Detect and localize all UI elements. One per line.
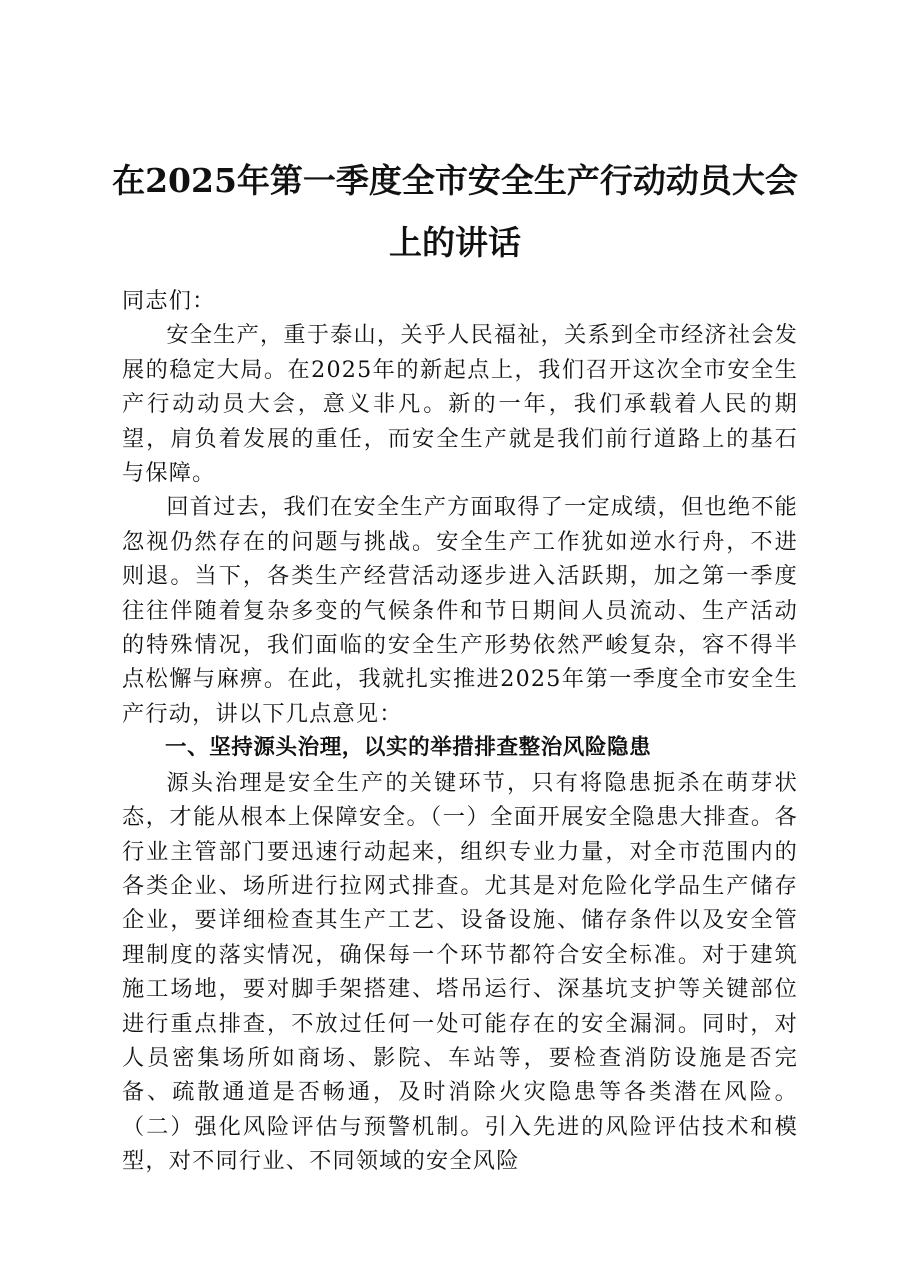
document-body [122,284,798,1179]
document-title: 在2025年第一季度全市安全生产行动动员大会上的讲话 [112,161,798,262]
section-heading: 一、坚持源头治理，以实的举措排查整治风险隐患 [165,735,652,761]
salutation: 同志们： [122,288,216,314]
paragraph-2: 回首过去，我们在安全生产方面取得了一定成绩，但也绝不能忽视仍然存在的问题与挑战。安全生产工作犹如逆水行舟，不进则退。当下，各类生产经营活动逐步进入活跃期，加之第一季度往往伴随着复杂多变的气候条件和节日期间人员流动、生产活动的特殊情况，我们面临的安全生产形势依然严峻复杂，容不得半点松懈与麻痹。在此，我就扎实推进2025年第一季度全市安全生产行动，讲以下几点意见： [122,494,798,727]
paragraph-1: 安全生产，重于泰山，关乎人民福祉，关系到全市经济社会发展的稳定大局。在2025年的新起点上，我们召开这次全市安全生产行动动员大会，意义非凡。新的一年，我们承载着人民的期望，肩负着发展的重任，而安全生产就是我们前行道路上的基石与保障。 [122,322,798,487]
section-paragraph: 源头治理是安全生产的关键环节，只有将隐患扼杀在萌芽状态，才能从根本上保障安全。（一）全面开展安全隐患大排查。各行业主管部门要迅速行动起来，组织专业力量，对全市范围内的各类企业、场所进行拉网式排查。尤其是对危险化学品生产储存企业，要详细检查其生产工艺、设备设施、储存条件以及安全管理制度的落实情况，确保每一个环节都符合安全标准。对于建筑施工场地，要对脚手架搭建、塔吊运行、深基坑支护等关键部位进行重点排查，不放过任何一处可能存在的安全漏洞。同时，对人员密集场所如商场、影院、车站等，要检查消防设施是否完备、疏散通道是否畅通，及时消除火灾隐患等各类潜在风险。（二）强化风险评估与预警机制。引入先进的风险评估技术和模型，对不同行业、不同领域的安全风险 [122,769,798,1175]
